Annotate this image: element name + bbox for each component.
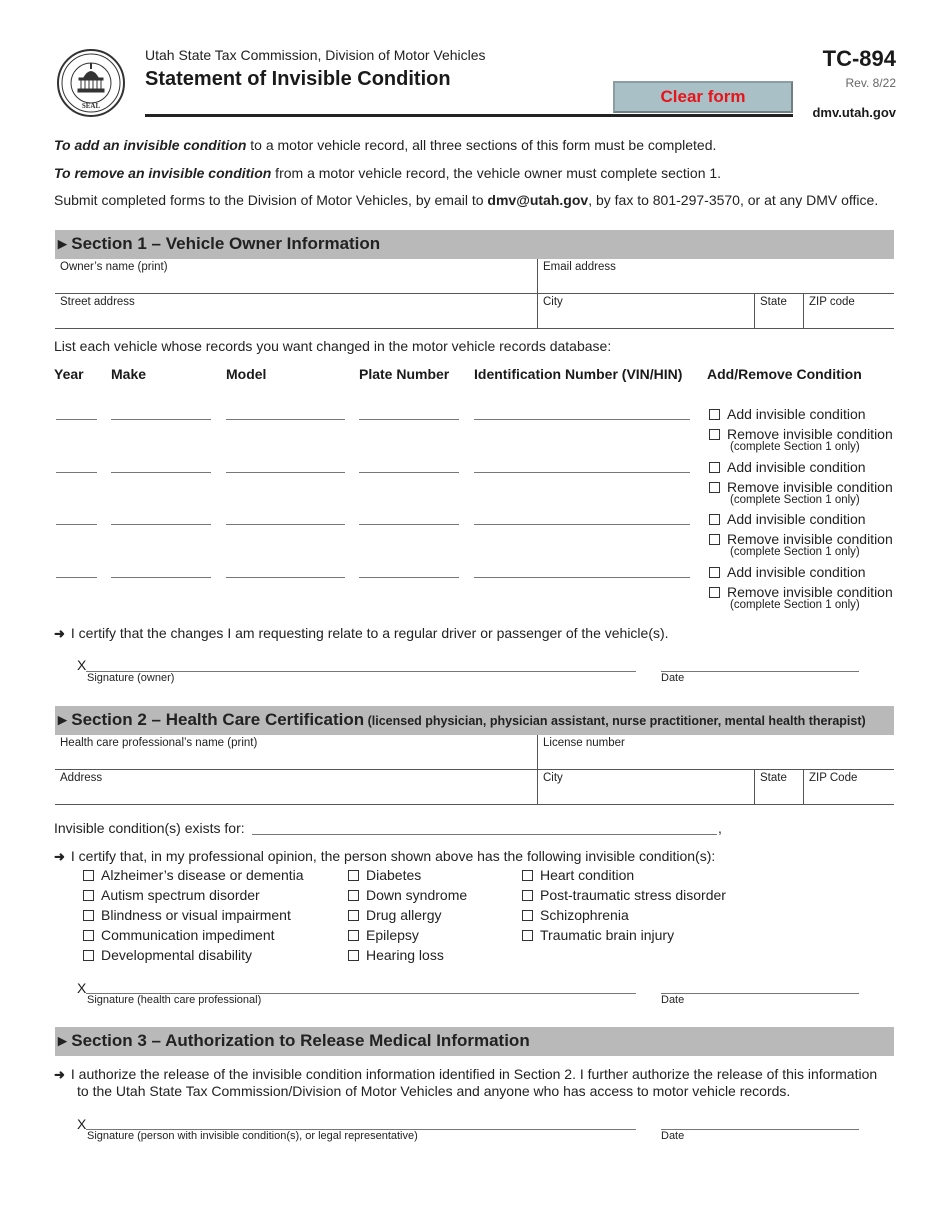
year-input[interactable] (56, 419, 97, 420)
make-input[interactable] (111, 577, 211, 578)
intro-add-paragraph: To add an invisible condition to a motor vehicle record, all three sections of this form must be completed. (54, 137, 717, 153)
vehicle-list-intro: List each vehicle whose records you want changed in the motor vehicle records database: (54, 338, 612, 354)
owner-signature-label: Signature (owner) (87, 672, 175, 684)
cond-communication-checkbox[interactable]: Communication impediment (83, 927, 275, 943)
arrow-right-icon: ➜ (54, 1067, 65, 1082)
checkbox-icon (522, 890, 533, 901)
checkbox-icon (522, 870, 533, 881)
cond-alzheimers-checkbox[interactable]: Alzheimer’s disease or dementia (83, 867, 304, 883)
form-title: Statement of Invisible Condition (145, 68, 451, 90)
release-date-label: Date (661, 1130, 685, 1142)
form-revision: Rev. 8/22 (845, 76, 896, 90)
section2-certify: ➜ I certify that, in my professional opinion, the person shown above has the following invisible condition(s): (54, 848, 716, 864)
cond-down-syndrome-checkbox[interactable]: Down syndrome (348, 887, 467, 903)
hcp-signature-label: Signature (health care professional) (87, 994, 262, 1006)
intro-submit-paragraph: Submit completed forms to the Division of Motor Vehicles, by email to dmv@utah.gov, by fax to 801-297-3570, or at any DMV office. (54, 192, 879, 208)
remove-condition-checkbox[interactable]: Remove invisible condition (complete Section 1 only) (709, 584, 893, 611)
add-condition-checkbox[interactable]: Add invisible condition (709, 459, 866, 475)
arrow-right-icon: ➜ (54, 626, 65, 641)
vin-input[interactable] (474, 524, 690, 525)
make-input[interactable] (111, 472, 211, 473)
section3-authorize-line1: ➜ I authorize the release of the invisible condition information identified in Section 2. I further authorize the release of this information (54, 1066, 878, 1082)
section1-certify: ➜ I certify that the changes I am requesting relate to a regular driver or passenger of the vehicle(s). (54, 625, 669, 641)
cond-heart-checkbox[interactable]: Heart condition (522, 867, 634, 883)
checkbox-icon (709, 462, 720, 473)
street-address-field[interactable]: Street address (60, 296, 135, 308)
section3-heading: ▸ Section 3 – Authorization to Release Medical Information (55, 1027, 894, 1056)
clear-form-button[interactable]: Clear form (613, 81, 793, 113)
checkbox-icon (83, 870, 94, 881)
hcp-state-field[interactable]: State (754, 770, 803, 805)
cond-diabetes-checkbox[interactable]: Diabetes (348, 867, 421, 883)
plate-input[interactable] (359, 472, 459, 473)
hcp-date-line[interactable] (661, 993, 859, 994)
hcp-address-field[interactable]: Address (60, 772, 103, 784)
checkbox-icon (709, 429, 720, 440)
exists-for-comma: , (718, 820, 722, 836)
cond-blindness-checkbox[interactable]: Blindness or visual impairment (83, 907, 291, 923)
owner-date-label: Date (661, 672, 685, 684)
checkbox-icon (522, 910, 533, 921)
owner-name-field[interactable]: Owner’s name (print) (60, 261, 168, 273)
model-input[interactable] (226, 524, 345, 525)
model-input[interactable] (226, 419, 345, 420)
checkbox-icon (83, 910, 94, 921)
cond-autism-checkbox[interactable]: Autism spectrum disorder (83, 887, 260, 903)
checkbox-icon (348, 890, 359, 901)
checkbox-icon (709, 409, 720, 420)
make-input[interactable] (111, 524, 211, 525)
owner-date-line[interactable] (661, 671, 859, 672)
remove-condition-checkbox[interactable]: Remove invisible condition (complete Section 1 only) (709, 479, 893, 506)
cond-drug-allergy-checkbox[interactable]: Drug allergy (348, 907, 441, 923)
checkbox-icon (83, 930, 94, 941)
vin-input[interactable] (474, 472, 690, 473)
cond-epilepsy-checkbox[interactable]: Epilepsy (348, 927, 419, 943)
sig-x-mark: X (77, 980, 87, 996)
year-input[interactable] (56, 577, 97, 578)
release-date-line[interactable] (661, 1129, 859, 1130)
year-input[interactable] (56, 472, 97, 473)
checkbox-icon (709, 567, 720, 578)
svg-text:SEAL: SEAL (81, 102, 101, 110)
add-condition-checkbox[interactable]: Add invisible condition (709, 564, 866, 580)
hcp-row-2 (55, 770, 894, 805)
hcp-row-1 (55, 735, 894, 770)
checkbox-icon (348, 930, 359, 941)
checkbox-icon (348, 870, 359, 881)
cond-developmental-checkbox[interactable]: Developmental disability (83, 947, 252, 963)
remove-condition-checkbox[interactable]: Remove invisible condition (complete Section 1 only) (709, 426, 893, 453)
release-signature-label: Signature (person with invisible condition(s), or legal representative) (87, 1130, 418, 1142)
checkbox-icon (83, 950, 94, 961)
cond-hearing-loss-checkbox[interactable]: Hearing loss (348, 947, 444, 963)
remove-condition-checkbox[interactable]: Remove invisible condition (complete Section 1 only) (709, 531, 893, 558)
dmv-email: dmv@utah.gov (487, 192, 589, 208)
checkbox-icon (709, 534, 720, 545)
state-field[interactable]: State (754, 294, 803, 329)
model-input[interactable] (226, 577, 345, 578)
hcp-city-field[interactable]: City (537, 770, 754, 805)
checkbox-icon (709, 587, 720, 598)
hcp-date-label: Date (661, 994, 685, 1006)
col-year: Year (54, 366, 84, 382)
city-field[interactable]: City (537, 294, 754, 329)
col-model: Model (226, 366, 267, 382)
year-input[interactable] (56, 524, 97, 525)
condition-exists-for-label: Invisible condition(s) exists for: (54, 820, 245, 836)
col-plate: Plate Number (359, 366, 450, 382)
license-number-field[interactable]: License number (537, 735, 894, 770)
section3-authorize-line2: to the Utah State Tax Commission/Division of Motor Vehicles and anyone who has access to motor vehicle records. (77, 1083, 791, 1099)
checkbox-icon (83, 890, 94, 901)
title-divider (145, 114, 793, 117)
hcp-zip-field[interactable]: ZIP Code (803, 770, 894, 805)
arrow-right-icon: ➜ (54, 849, 65, 864)
vin-input[interactable] (474, 419, 690, 420)
add-condition-checkbox[interactable]: Add invisible condition (709, 406, 866, 422)
checkbox-icon (709, 514, 720, 525)
agency-name: Utah State Tax Commission, Division of Motor Vehicles (145, 47, 486, 63)
col-add-remove: Add/Remove Condition (707, 366, 862, 382)
plate-input[interactable] (359, 577, 459, 578)
form-number: TC-894 (822, 46, 896, 71)
make-input[interactable] (111, 419, 211, 420)
sig-x-mark: X (77, 1116, 87, 1132)
zip-field[interactable]: ZIP code (803, 294, 894, 329)
website: dmv.utah.gov (812, 105, 896, 120)
email-field[interactable]: Email address (537, 259, 894, 294)
owner-row-2 (55, 294, 894, 329)
cond-tbi-checkbox[interactable]: Traumatic brain injury (522, 927, 674, 943)
state-seal-logo (56, 48, 126, 118)
checkbox-icon (709, 482, 720, 493)
cond-ptsd-checkbox[interactable]: Post-traumatic stress disorder (522, 887, 726, 903)
model-input[interactable] (226, 472, 345, 473)
add-condition-checkbox[interactable]: Add invisible condition (709, 511, 866, 527)
intro-remove-paragraph: To remove an invisible condition from a motor vehicle record, the vehicle owner must complete section 1. (54, 165, 722, 181)
checkbox-icon (348, 950, 359, 961)
hcp-name-field[interactable]: Health care professional’s name (print) (60, 737, 258, 749)
section1-heading: ▸ Section 1 – Vehicle Owner Information (55, 230, 894, 259)
checkbox-icon (348, 910, 359, 921)
cond-schizophrenia-checkbox[interactable]: Schizophrenia (522, 907, 629, 923)
plate-input[interactable] (359, 524, 459, 525)
checkbox-icon (522, 930, 533, 941)
plate-input[interactable] (359, 419, 459, 420)
section2-heading: ▸ Section 2 – Health Care Certification (licensed physician, physician assistant, nurse practitioner, mental health therapist) (55, 706, 894, 735)
vin-input[interactable] (474, 577, 690, 578)
sig-x-mark: X (77, 657, 87, 673)
col-vin: Identification Number (VIN/HIN) (474, 366, 683, 382)
col-make: Make (111, 366, 147, 382)
condition-exists-for-input[interactable] (252, 834, 717, 835)
owner-row-1 (55, 259, 894, 294)
